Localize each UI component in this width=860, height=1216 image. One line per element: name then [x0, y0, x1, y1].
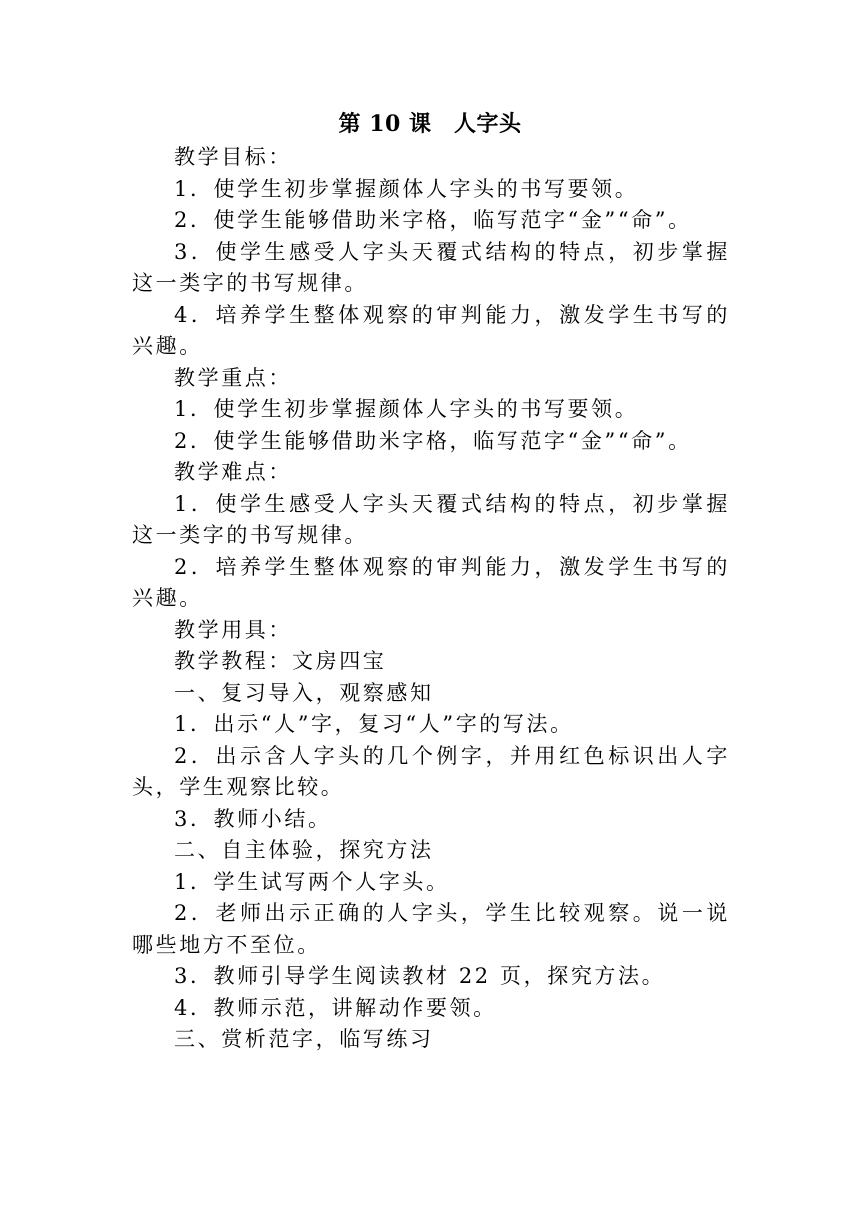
paragraph: 1．使学生初步掌握颜体人字头的书写要领。: [174, 397, 639, 421]
section-heading-tools: 教学用具：: [174, 617, 292, 642]
paragraph: 3．教师小结。: [174, 806, 332, 831]
paragraph: 教学教程：文房四宝: [174, 649, 387, 673]
paragraph: 2．老师出示正确的人字头，学生比较观察。说一说哪些地方不至位。: [132, 901, 730, 957]
section-heading-objectives: 教学目标：: [174, 145, 292, 169]
paragraph: 3．教师引导学生阅读教材 22 页，探究方法。: [174, 964, 666, 988]
paragraph: 2．使学生能够借助米字格，临写范字“金”“命”。: [174, 208, 692, 232]
document-body: [132, 142, 730, 1056]
paragraph: 2．培养学生整体观察的审判能力，激发学生书写的兴趣。: [132, 554, 730, 610]
section-heading-step-3: 三、赏析范字，临写练习: [174, 1027, 434, 1051]
paragraph: 4．教师示范，讲解动作要领。: [174, 995, 497, 1020]
section-heading-difficulties: 教学难点：: [174, 460, 292, 484]
section-heading-step-2: 二、自主体验，探究方法: [174, 838, 434, 862]
lesson-title: 第 10 课 人字头: [338, 111, 522, 137]
paragraph: 1．使学生初步掌握颜体人字头的书写要领。: [174, 176, 639, 201]
paragraph: 3．使学生感受人字头天覆式结构的特点，初步掌握这一类字的书写规律。: [132, 239, 730, 295]
paragraph: 1．学生试写两个人字头。: [174, 869, 450, 894]
paragraph: 1．使学生感受人字头天覆式结构的特点，初步掌握这一类字的书写规律。: [132, 491, 730, 547]
paragraph: 2．出示含人字头的几个例字，并用红色标识出人字头，学生观察比较。: [132, 743, 730, 799]
paragraph: 1．出示“人”字，复习“人”字的写法。: [174, 712, 574, 736]
section-heading-key-points: 教学重点：: [174, 365, 292, 390]
section-heading-step-1: 一、复习导入，观察感知: [174, 680, 434, 705]
paragraph: 2．使学生能够借助米字格，临写范字“金”“命”。: [174, 428, 692, 453]
paragraph: 4．培养学生整体观察的审判能力，激发学生书写的兴趣。: [132, 302, 730, 358]
